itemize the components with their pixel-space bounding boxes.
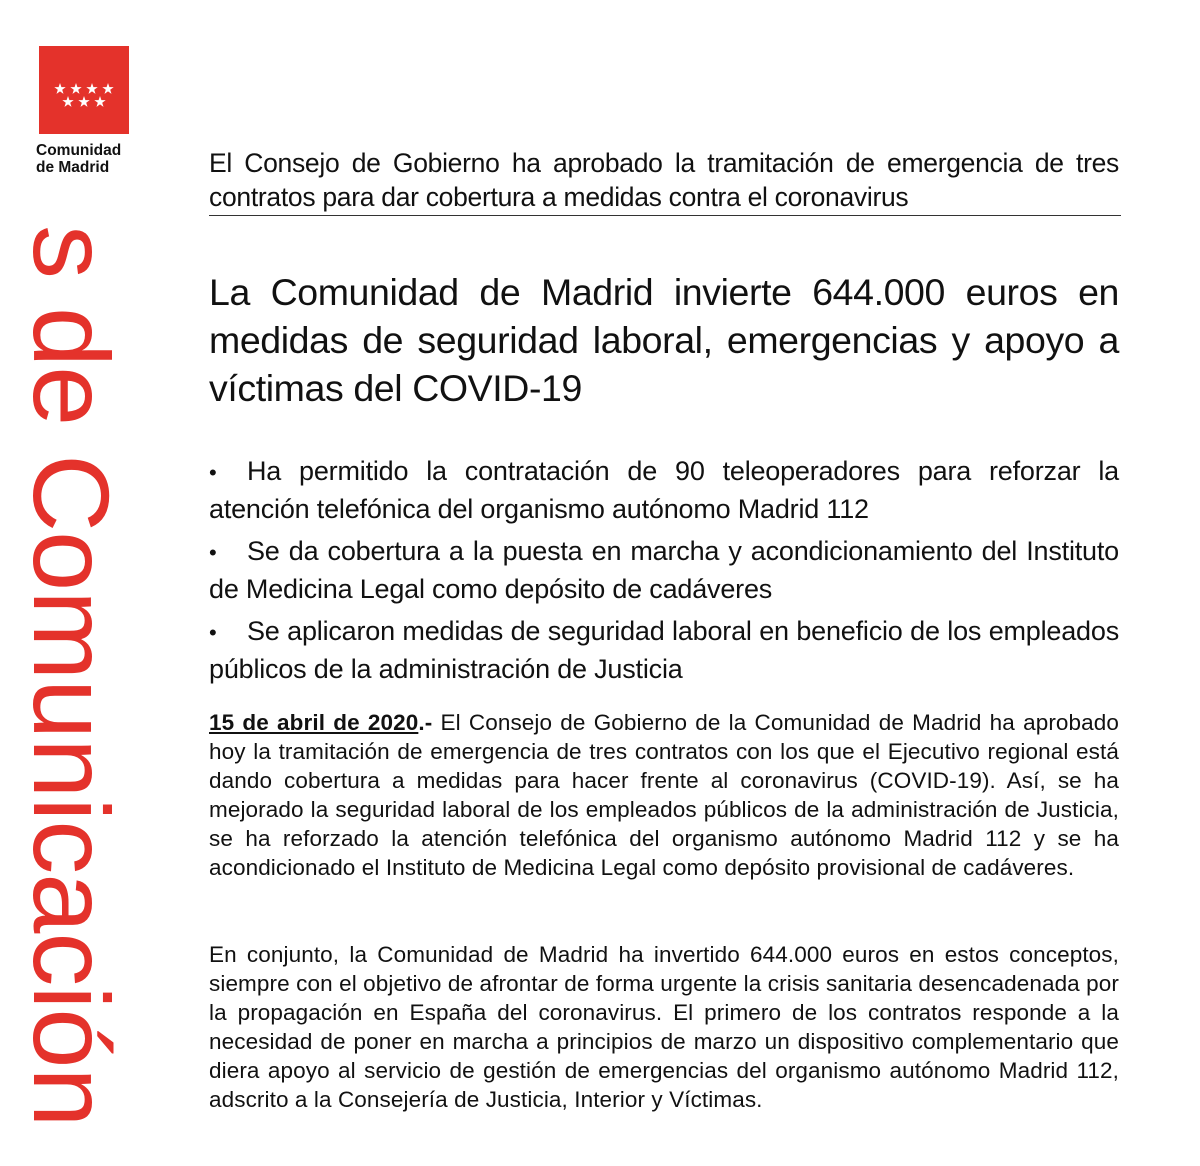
star-icon — [86, 83, 97, 94]
seven-stars-icon — [39, 46, 129, 134]
bullet-icon: • — [209, 540, 217, 565]
comunidad-madrid-logo — [39, 46, 129, 134]
side-banner — [11, 225, 132, 1166]
star-icon — [94, 96, 105, 107]
logo-org-line2: de Madrid — [36, 159, 110, 176]
side-banner-text: s de Comunicación — [11, 225, 132, 1127]
star-icon — [54, 83, 65, 94]
article-headline: La Comunidad de Madrid invierte 644.000 euros en medidas de seguridad laboral, emergencias y apoyo a víctimas del COVID-19 — [209, 271, 1119, 409]
bullet-icon: • — [209, 620, 217, 645]
summary-bullet-text: Se da cobertura a la puesta en marcha y acondicionamiento del Instituto de Medicina Legal como depósito de cadáveres — [209, 536, 1119, 604]
bullet-icon: • — [209, 460, 217, 485]
logo-org-line1: Comunidad — [36, 142, 122, 159]
dateline: 15 de abril de 2020 — [209, 710, 419, 735]
star-icon — [70, 83, 81, 94]
star-icon — [78, 96, 89, 107]
body-paragraph-1 — [209, 708, 1119, 882]
summary-bullet-list — [209, 453, 1119, 693]
kicker-divider — [209, 215, 1121, 216]
summary-bullet-text: Ha permitido la contratación de 90 teleoperadores para reforzar la atención telefónica del organismo autónomo Madrid 112 — [209, 456, 1119, 524]
star-icon — [102, 83, 113, 94]
dateline-separator: .- — [418, 710, 433, 735]
summary-bullet-text: Se aplicaron medidas de seguridad laboral en beneficio de los empleados públicos de la administración de Justicia — [209, 616, 1119, 684]
summary-bullet — [209, 453, 1119, 527]
logo-org-name — [36, 142, 146, 176]
article-kicker: El Consejo de Gobierno ha aprobado la tramitación de emergencia de tres contratos para dar cobertura a medidas contra el coronavirus — [209, 148, 1119, 212]
body-paragraph-2: En conjunto, la Comunidad de Madrid ha invertido 644.000 euros en estos conceptos, siempre con el objetivo de afrontar de forma urgente la crisis sanitaria desencadenada por la propagación en España del coronavirus. El primero de los contratos responde a la necesidad de poner en marcha a principios de marzo un dispositivo complementario que diera apoyo al servicio de gestión de emergencias del organismo autónomo Madrid 112, adscrito a la Consejería de Justicia, Interior y Víctimas. — [209, 942, 1119, 1112]
summary-bullet — [209, 533, 1119, 607]
star-icon — [62, 96, 73, 107]
summary-bullet — [209, 613, 1119, 687]
paragraph-1-text: El Consejo de Gobierno de la Comunidad de Madrid ha aprobado hoy la tramitación de emergencia de tres contratos con los que el Ejecutivo regional está dando cobertura a medidas para hacer frente al coronavirus (COVID-19). Así, se ha mejorado la seguridad laboral de los empleados públicos de la administración de Justicia, se ha reforzado la atención telefónica del organismo autónomo Madrid 112 y se ha acondicionado el Instituto de Medicina Legal como depósito provisional de cadáveres. — [209, 710, 1119, 880]
